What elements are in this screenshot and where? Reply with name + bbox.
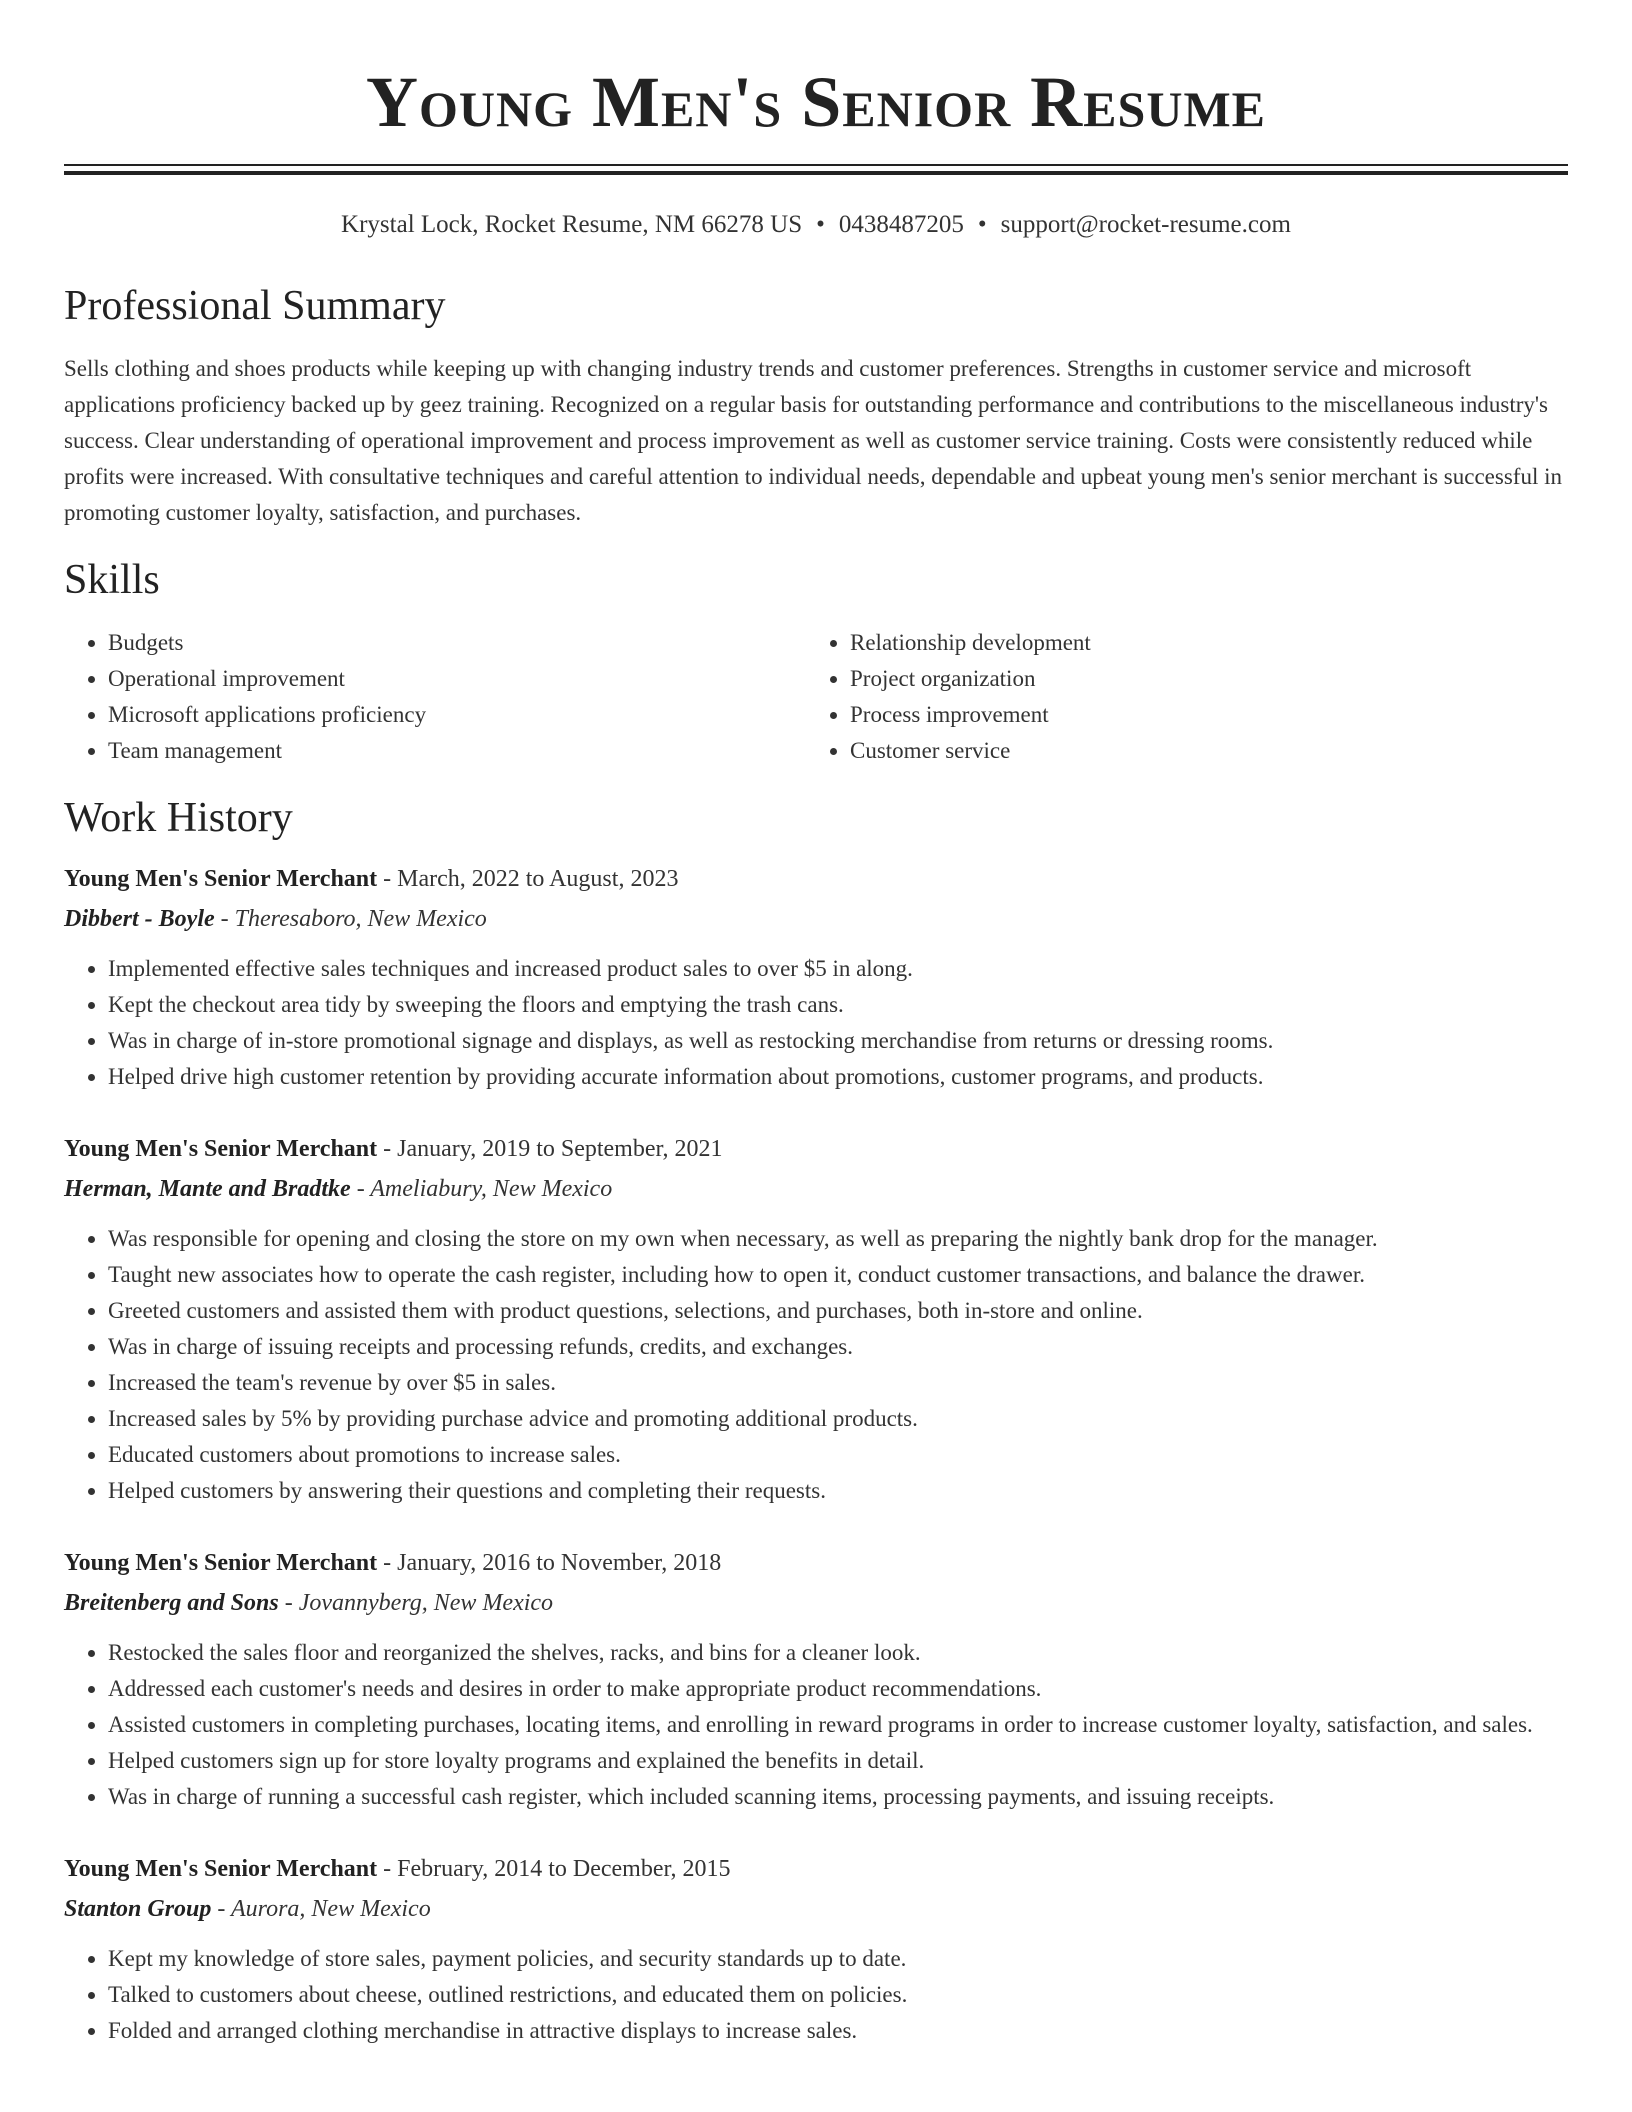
job-bullet: • Assisted customers in completing purchases, locating items, and enrolling in reward programs in order to increase customer loyalty, satisfaction, and sales. xyxy=(108,1707,1568,1743)
job-role: Young Men's Senior Merchant xyxy=(64,1136,378,1162)
job-bullet: • Was responsible for opening and closing the store on my own when necessary, as well as preparing the nightly bank drop for the manager. xyxy=(108,1221,1568,1257)
job-bullets xyxy=(64,1941,1568,2049)
job-bullet: • Talked to customers about cheese, outlined restrictions, and educated them on policies. xyxy=(108,1977,1568,2013)
work-history-section xyxy=(64,793,1568,2049)
contact-separator: • xyxy=(977,211,987,238)
job-bullet: • Educated customers about promotions to increase sales. xyxy=(108,1437,1568,1473)
skills-right-column xyxy=(806,625,1548,769)
job-bullet: • Increased the team's revenue by over $5 in sales. xyxy=(108,1365,1568,1401)
contact-separator: • xyxy=(816,211,825,238)
job-bullet: • Implemented effective sales techniques and increased product sales to over $5 in along. xyxy=(108,951,1568,987)
job-bullet: • Was in charge of issuing receipts and processing refunds, credits, and exchanges. xyxy=(108,1329,1568,1365)
job-bullet: • Was in charge of running a successful cash register, which included scanning items, processing payments, and issuing receipts. xyxy=(108,1779,1568,1815)
job-company-line xyxy=(64,1889,1568,1929)
contact-email: support@rocket-resume.com xyxy=(1000,211,1291,238)
contact-phone: 0438487205 xyxy=(838,211,964,238)
skill-item: • Customer service xyxy=(850,733,1548,769)
job-location: - Ameliabury, New Mexico xyxy=(350,1176,613,1202)
skill-item: • Team management xyxy=(108,733,806,769)
job-bullet: • Kept the checkout area tidy by sweeping the floors and emptying the trash cans. xyxy=(108,987,1568,1023)
job-role: Young Men's Senior Merchant xyxy=(64,866,378,892)
job-bullet: • Folded and arranged clothing merchandise in attractive displays to increase sales. xyxy=(108,2013,1568,2049)
contact-line xyxy=(64,209,1568,241)
skills-heading: Skills xyxy=(64,557,160,603)
job-dates: - January, 2016 to November, 2018 xyxy=(377,1550,722,1576)
skill-item: • Project organization xyxy=(850,661,1548,697)
job-bullet: • Helped customers sign up for store loyalty programs and explained the benefits in detail. xyxy=(108,1743,1568,1779)
job-bullet: • Addressed each customer's needs and desires in order to make appropriate product recommendations. xyxy=(108,1671,1568,1707)
job-bullet: • Increased sales by 5% by providing purchase advice and promoting additional products. xyxy=(108,1401,1568,1437)
job-bullets xyxy=(64,1221,1568,1509)
job-dates: - January, 2019 to September, 2021 xyxy=(377,1136,723,1162)
job-company-line xyxy=(64,1583,1568,1623)
skill-item: • Relationship development xyxy=(850,625,1548,661)
contact-address: Krystal Lock, Rocket Resume, NM 66278 US xyxy=(341,211,803,238)
job-dates: - February, 2014 to December, 2015 xyxy=(377,1856,731,1882)
job-bullet: • Restocked the sales floor and reorganized the shelves, racks, and bins for a cleaner look. xyxy=(108,1635,1568,1671)
job-title-line xyxy=(64,1129,1568,1169)
job-bullet: • Kept my knowledge of store sales, payment policies, and security standards up to date. xyxy=(108,1941,1568,1977)
job-dates: - March, 2022 to August, 2023 xyxy=(377,866,679,892)
job-company-line xyxy=(64,899,1568,939)
resume-page xyxy=(64,0,1568,2049)
job-company: Herman, Mante and Bradtke xyxy=(64,1176,351,1202)
job-bullets xyxy=(64,951,1568,1095)
skill-item: • Process improvement xyxy=(850,697,1548,733)
job-company: Dibbert - Boyle xyxy=(64,906,215,932)
skill-item: • Microsoft applications proficiency xyxy=(108,697,806,733)
job-title-line xyxy=(64,859,1568,899)
job-bullet: • Helped drive high customer retention by providing accurate information about promotions, customer programs, and products. xyxy=(108,1059,1568,1095)
job-bullet: • Taught new associates how to operate the cash register, including how to open it, conduct customer transactions, and balance the drawer. xyxy=(108,1257,1568,1293)
skills-grid xyxy=(64,625,1568,769)
job-entry xyxy=(64,1849,1568,2049)
resume-title: Young Men's Senior Resume xyxy=(366,62,1266,142)
job-bullet: • Greeted customers and assisted them with product questions, selections, and purchases, both in-store and online. xyxy=(108,1293,1568,1329)
job-entry xyxy=(64,859,1568,1095)
skill-item: • Budgets xyxy=(108,625,806,661)
skill-item: • Operational improvement xyxy=(108,661,806,697)
job-bullet: • Helped customers by answering their questions and completing their requests. xyxy=(108,1473,1568,1509)
job-entry xyxy=(64,1129,1568,1509)
skills-left-column xyxy=(64,625,806,769)
job-location: - Aurora, New Mexico xyxy=(211,1896,431,1922)
job-company-line xyxy=(64,1169,1568,1209)
work-history-heading: Work History xyxy=(64,795,293,841)
job-company: Breitenberg and Sons xyxy=(64,1590,279,1616)
job-role: Young Men's Senior Merchant xyxy=(64,1856,378,1882)
title-divider xyxy=(64,164,1568,175)
job-bullets xyxy=(64,1635,1568,1815)
job-role: Young Men's Senior Merchant xyxy=(64,1550,378,1576)
job-location: - Jovannyberg, New Mexico xyxy=(278,1590,554,1616)
job-title-line xyxy=(64,1849,1568,1889)
job-company: Stanton Group xyxy=(64,1896,212,1922)
job-location: - Theresaboro, New Mexico xyxy=(214,906,487,932)
job-entry xyxy=(64,1543,1568,1815)
summary-text: Sells clothing and shoes products while keeping up with changing industry trends and customer preferences. Strengths in customer service and microsoft applications proficiency backed up by geez training. Recognized on a regular basis for outstanding performance and contributions to the miscellaneous industry's success. Clear understanding of operational improvement and process improvement as well as customer service training. Costs were consistently reduced while profits were increased. With consultative techniques and careful attention to individual needs, dependable and upbeat young men's senior merchant is successful in promoting customer loyalty, satisfaction, and purchases. xyxy=(64,356,1562,525)
professional-summary-section xyxy=(64,281,1568,531)
skills-section xyxy=(64,555,1568,769)
job-title-line xyxy=(64,1543,1568,1583)
job-bullet: • Was in charge of in-store promotional signage and displays, as well as restocking merchandise from returns or dressing rooms. xyxy=(108,1023,1568,1059)
summary-heading: Professional Summary xyxy=(64,283,446,329)
